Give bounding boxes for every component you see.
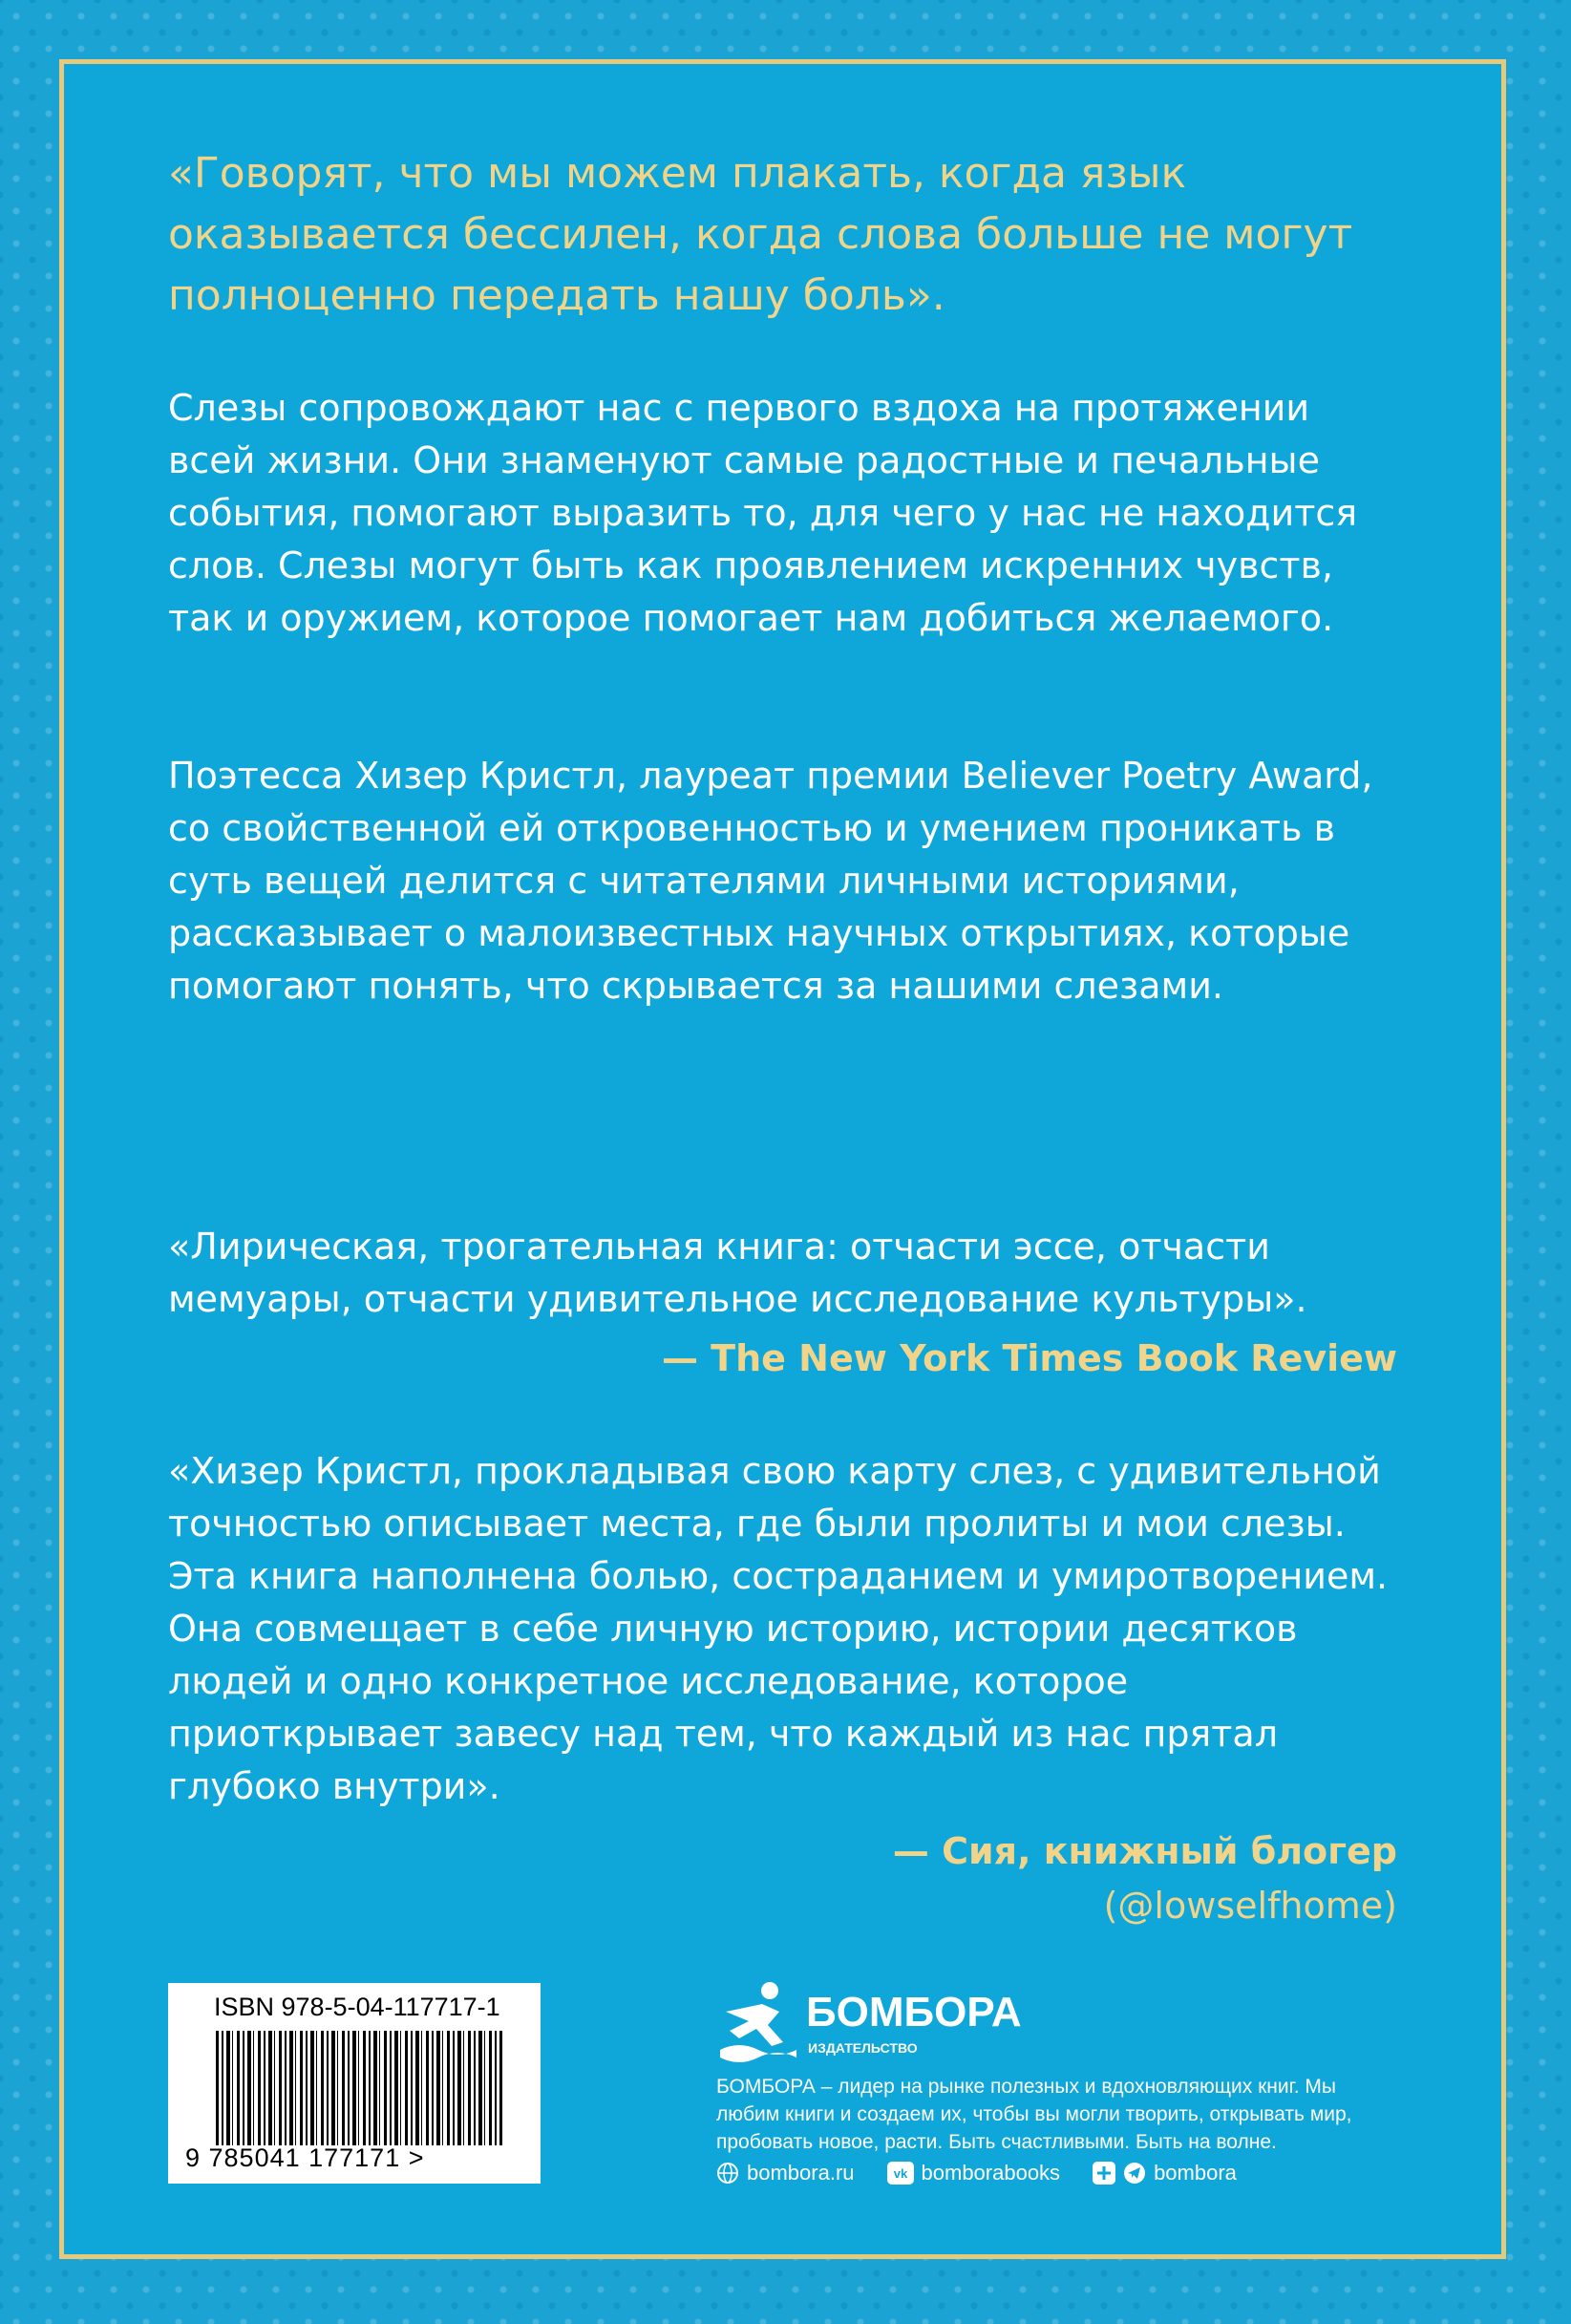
globe-icon bbox=[716, 2162, 739, 2185]
barcode-digits: 9 785041 177171 > bbox=[185, 2143, 425, 2172]
social-website[interactable] bbox=[716, 2161, 855, 2185]
barcode-bars bbox=[216, 2031, 502, 2145]
runner-logo-icon bbox=[716, 1979, 798, 2065]
publisher-subtitle: ИЗДАТЕЛЬСТВО bbox=[808, 2040, 918, 2056]
publisher-logo bbox=[716, 1977, 1022, 2073]
description-paragraph-2: Поэтесса Хизер Кристл, лауреат премии Believer Poetry Award, со свойственной ей откровенностью и умением проникать в суть вещей делится с читателями личными историями, рассказывает о малоизвестных научных открытиях, которые помогают понять, что скрывается за нашими слезами. bbox=[168, 755, 1373, 1007]
social-website-label: bombora.ru bbox=[747, 2161, 855, 2185]
publisher-socials bbox=[716, 2161, 1237, 2185]
isbn-number: ISBN 978-5-04-117717-1 bbox=[214, 1993, 500, 2021]
epigraph-quote: «Говорят, что мы можем плакать, когда язык оказывается бессилен, когда слова больше не могут полноценно передать нашу боль». bbox=[168, 149, 1353, 320]
description-paragraph-1: Слезы сопровождают нас с первого вздоха на протяжении всей жизни. Они знаменуют самые радостные и печальные события, помогают выразить то, для чего у нас не находится слов. Слезы могут быть как проявлением искренних чувств, так и оружием, которое помогает нам добиться желаемого. bbox=[168, 387, 1358, 639]
plus-icon bbox=[1093, 2162, 1115, 2185]
publisher-name: БОМБОРА bbox=[806, 1989, 1022, 2036]
social-telegram-label: bombora bbox=[1154, 2161, 1237, 2185]
vk-icon bbox=[887, 2162, 914, 2185]
svg-text:vk: vk bbox=[893, 2166, 907, 2181]
review-quote-1: «Лирическая, трогательная книга: отчасти эссе, отчасти мемуары, отчасти удивительное исследование культуры». bbox=[168, 1226, 1307, 1320]
social-vk-label: bomborabooks bbox=[921, 2161, 1061, 2185]
review-author-handle: (@lowselfhome) bbox=[1103, 1885, 1397, 1927]
review-quote-2: «Хизер Кристл, прокладывая свою карту слез, с удивительной точностью описывает места, где были пролиты и мои слезы. Эта книга наполнена болью, состраданием и умиротворением. Она совмещает в себе личную историю, истории десятков людей и одно конкретное исследование, которое приоткрывает завесу над тем, что каждый из нас прятал глубоко внутри». bbox=[168, 1450, 1389, 1807]
isbn-barcode bbox=[168, 1983, 541, 2184]
publisher-description: БОМБОРА – лидер на рынке полезных и вдохновляющих книг. Мы любим книги и создаем их, чтобы вы могли творить, открывать мир, пробовать новое, расти. Быть счастливыми. Быть на волне. bbox=[716, 2076, 1352, 2153]
telegram-icon bbox=[1123, 2162, 1146, 2185]
review-author-1: — The New York Times Book Review bbox=[661, 1337, 1397, 1379]
social-vk[interactable] bbox=[887, 2161, 1061, 2185]
review-author-2: — Сия, книжный блогер bbox=[892, 1830, 1397, 1872]
social-telegram[interactable] bbox=[1093, 2161, 1237, 2185]
